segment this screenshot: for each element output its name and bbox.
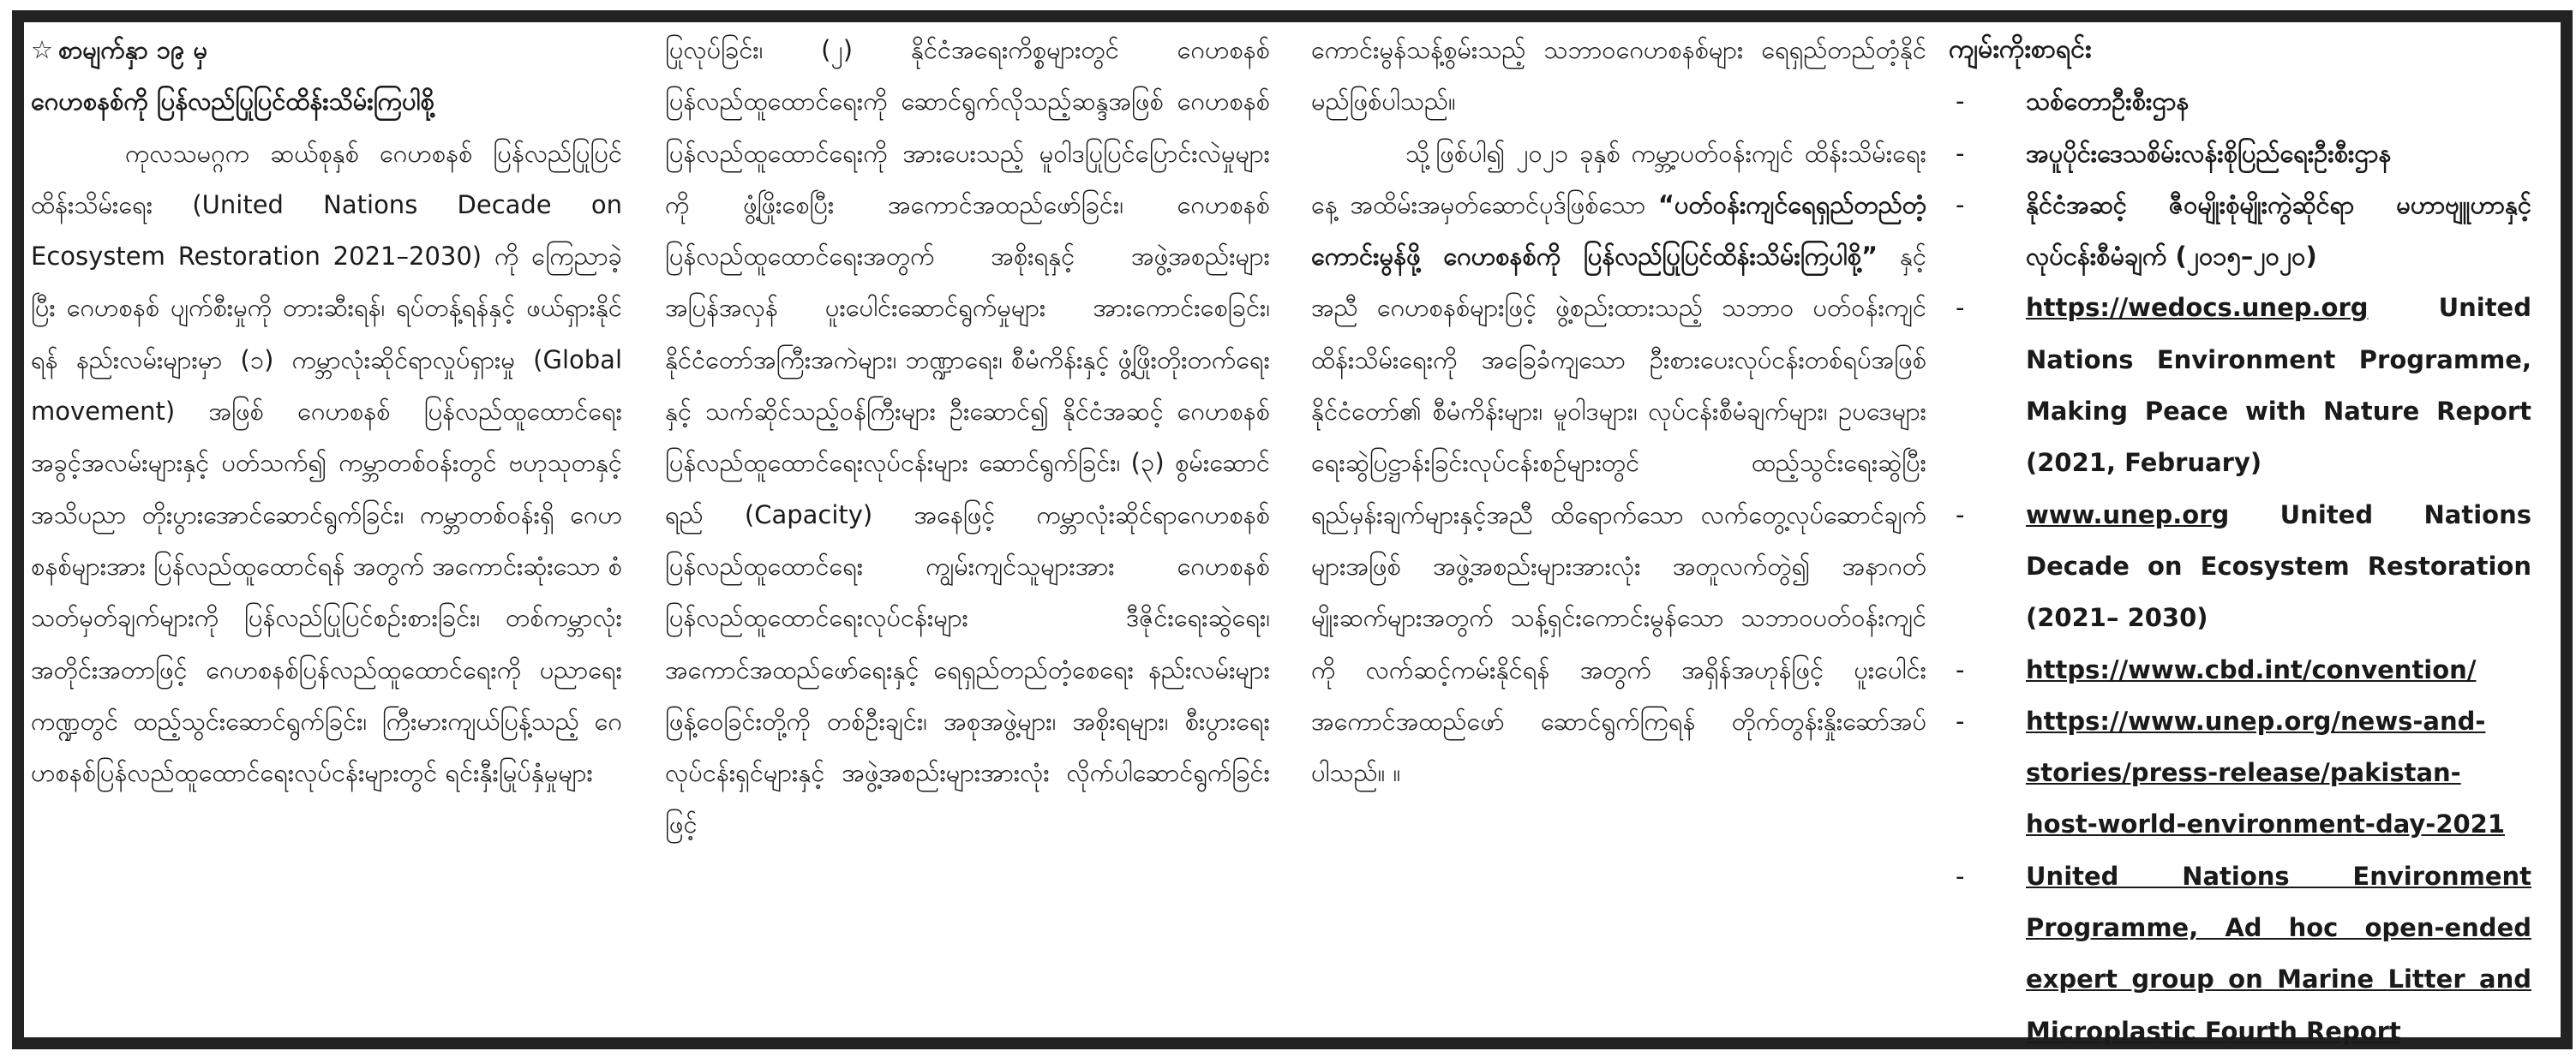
references-title: ကျမ်းကိုးစာရင်း bbox=[1949, 34, 2092, 64]
reference-item bbox=[1949, 696, 2531, 851]
paragraph-2-body: နှင့်အညီ ဂေဟစနစ်များဖြင့် ဖွဲ့စည်းထားသည့် သဘာဝ ပတ်ဝန်းကျင်ထိန်းသိမ်းရေးကို အခြေခံကျသော ဦးစားပေးလုပ်ငန်းတစ်ရပ်အဖြစ် နိုင်ငံတော်၏ စီမံကိန်းများ၊ မူဝါဒများ၊ လုပ်ငန်းစီမံချက်များ၊ ဥပဒေများ ရေးဆွဲပြဋ္ဌာန်းခြင်းလုပ်ငန်းစဉ်များတွင် ထည့်သွင်းရေးဆွဲပြီး ရည်မှန်းချက်များနှင့်အညီ ထိရောက်သော လက်တွေ့လုပ်ဆောင်ချက်များအဖြစ် အဖွဲ့အစည်းများအားလုံး အတူလက်တွဲ၍ အနာဂတ်မျိုးဆက်များအတွက် သန့်ရှင်းကောင်းမွန်သော သဘာဝပတ်ဝန်းကျင်ကို လက်ဆင့်ကမ်းနိုင်ရန် အတွက် အရှိန်အဟုန်ဖြင့် ပူးပေါင်းအကောင်အထည်ဖော် ဆောင်ရွက်ကြရန် တိုက်တွန်းနှိုးဆော်အပ်ပါသည်။ ။ bbox=[1311, 242, 1926, 788]
star-icon: ☆ bbox=[31, 35, 53, 64]
reference-item: - https://wedocs.unep.org United Nations Environment Programme, Making Peace with Nature Report (2021, February) bbox=[1949, 282, 2531, 488]
reference-link[interactable]: https://www.cbd.int/convention/ bbox=[2026, 654, 2477, 684]
continued-from-label: စာမျက်နှာ ၁၉ မှ bbox=[58, 35, 208, 64]
column-1-paragraph: ကုလသမဂ္ဂက ဆယ်စုနှစ် ဂေဟစနစ် ပြန်လည်ပြုပြင်ထိန်းသိမ်းရေး (United Nations Decade on Ecosystem Restoration 2021–2030) ကို ကြေညာခဲ့ပြီး ဂေဟစနစ် ပျက်စီးမှုကို တားဆီးရန်၊ ရပ်တန့်ရန်နှင့် ဖယ်ရှားနိုင်ရန် နည်းလမ်းများမှာ (၁) ကမ္ဘာလုံးဆိုင်ရာလှုပ်ရှားမှု (Global movement) အဖြစ် ဂေဟစနစ် ပြန်လည်ထူထောင်ရေးအခွင့်အလမ်းများနှင့် ပတ်သက်၍ ကမ္ဘာတစ်ဝန်းတွင် ဗဟုသုတနှင့်အသိပညာ တိုးပွားအောင်ဆောင်ရွက်ခြင်း၊ ကမ္ဘာတစ်ဝန်းရှိ ဂေဟစနစ်များအား ပြန်လည်ထူထောင်ရန် အတွက် အကောင်းဆုံးသော စံသတ်မှတ်ချက်များကို ပြန်လည်ပြုပြင်စဉ်းစားခြင်း၊ တစ်ကမ္ဘာလုံး အတိုင်းအတာဖြင့် ဂေဟစနစ်ပြန်လည်ထူထောင်ရေးကို ပညာရေးကဏ္ဍတွင် ထည့်သွင်းဆောင်ရွက်ခြင်း၊ ကြီးမားကျယ်ပြန့်သည့် ဂေဟစနစ်ပြန်လည်ထူထောင်ရေးလုပ်ငန်းများတွင် ရင်းနှီးမြုပ်နှံမှုများ bbox=[31, 138, 622, 788]
column-2-paragraph: ပြုလုပ်ခြင်း၊ (၂) နိုင်ငံအရေးကိစ္စများတွင် ဂေဟစနစ် ပြန်လည်ထူထောင်ရေးကို ဆောင်ရွက်လိုသည့်ဆန္ဒအဖြစ် ဂေဟစနစ် ပြန်လည်ထူထောင်ရေးကို အားပေးသည့် မူဝါဒပြုပြင်ပြောင်းလဲမှုများကို ဖွံ့ဖြိုးစေပြီး အကောင်အထည်ဖော်ခြင်း၊ ဂေဟစနစ် ပြန်လည်ထူထောင်ရေးအတွက် အစိုးရနှင့် အဖွဲ့အစည်းများ အပြန်အလှန် ပူးပေါင်းဆောင်ရွက်မှုများ အားကောင်းစေခြင်း၊ နိုင်ငံတော်အကြီးအကဲများ၊ ဘဏ္ဍာရေး၊ စီမံကိန်းနှင့် ဖွံ့ဖြိုးတိုးတက်ရေးနှင့် သက်ဆိုင်သည့်ဝန်ကြီးများ ဦးဆောင်၍ နိုင်ငံအဆင့် ဂေဟစနစ် ပြန်လည်ထူထောင်ရေးလုပ်ငန်းများ ဆောင်ရွက်ခြင်း၊ (၃) စွမ်းဆောင်ရည် (Capacity) အနေဖြင့် ကမ္ဘာလုံးဆိုင်ရာဂေဟစနစ် ပြန်လည်ထူထောင်ရေး ကျွမ်းကျင်သူများအား ဂေဟစနစ် ပြန်လည်ထူထောင်ရေးလုပ်ငန်းများ ဒီဇိုင်းရေးဆွဲရေး၊ အကောင်အထည်ဖော်ရေးနှင့် ရေရှည်တည်တံ့စေရေး နည်းလမ်းများ ဖြန့်ဝေခြင်းတို့ကို တစ်ဦးချင်း၊ အစုအဖွဲ့များ၊ အစိုးရများ၊ စီးပွားရေးလုပ်ငန်းရှင်များနှင့် အဖွဲ့အစည်းများအားလုံး လိုက်ပါဆောင်ရွက်ခြင်းဖြင့် bbox=[665, 35, 1270, 839]
reference-item: - သစ်တောဦးစီးဌာန bbox=[1949, 75, 2531, 127]
article-column-2 bbox=[665, 24, 1270, 1009]
reference-link[interactable]: https://www.unep.org/news-and-stories/press-release/pakistan-host-world-environment-day-2021 bbox=[2026, 706, 2506, 839]
references-list bbox=[1949, 75, 2531, 1057]
reference-item bbox=[1949, 851, 2531, 1057]
reference-item: - အပူပိုင်းဒေသစိမ်းလန်းစိုပြည်ရေးဦးစီးဌာန bbox=[1949, 128, 2531, 179]
reference-item bbox=[1949, 644, 2531, 696]
article-column-1 bbox=[31, 24, 622, 1009]
reference-link[interactable]: www.unep.org bbox=[2026, 499, 2230, 529]
article-title: ဂေဟစနစ်ကို ပြန်လည်ပြုပြင်ထိန်းသိမ်းကြပါစို့ bbox=[31, 87, 434, 116]
column-3-paragraph-1: ကောင်းမွန်သန့်စွမ်းသည့် သဘာဝဂေဟစနစ်များ ရေရှည်တည်တံ့နိုင်မည်ဖြစ်ပါသည်။ bbox=[1311, 35, 1926, 116]
references-column bbox=[1949, 24, 2531, 1046]
column-3-paragraph-2 bbox=[1311, 128, 1926, 799]
reference-item: - နိုင်ငံအဆင့် ဇီဝမျိုးစုံမျိုးကွဲဆိုင်ရာ မဟာဗျူဟာနှင့် လုပ်ငန်းစီမံချက် (၂၀၁၅–၂၀၂၀) bbox=[1949, 179, 2531, 283]
continuation-heading bbox=[31, 24, 622, 75]
reference-item: - www.unep.org United Nations Decade on Ecosystem Restoration (2021– 2030) bbox=[1949, 489, 2531, 644]
reference-link[interactable]: https://wedocs.unep.org bbox=[2026, 293, 2369, 323]
paragraph-2-intro: သို့ဖြစ်ပါ၍ ၂၀၂၁ ခုနှစ် ကမ္ဘာ့ပတ်ဝန်းကျင် ထိန်းသိမ်းရေးနေ့ အထိမ်းအမှတ်ဆောင်ပုဒ်ဖြစ်သော bbox=[1311, 138, 1926, 219]
campaign-slogan: “ပတ်ဝန်းကျင်ရေရှည်တည်တံ့ကောင်းမွန်ဖို့ ဂေဟစနစ်ကို ပြန်လည်ပြုပြင်ထိန်းသိမ်းကြပါစို့” bbox=[1311, 189, 1926, 272]
article-column-3 bbox=[1311, 24, 1926, 1009]
reference-link[interactable]: United Nations Environment Programme, Ad hoc open-ended expert group on Marine Litter and Microplastic Fourth Report bbox=[2026, 861, 2531, 1046]
